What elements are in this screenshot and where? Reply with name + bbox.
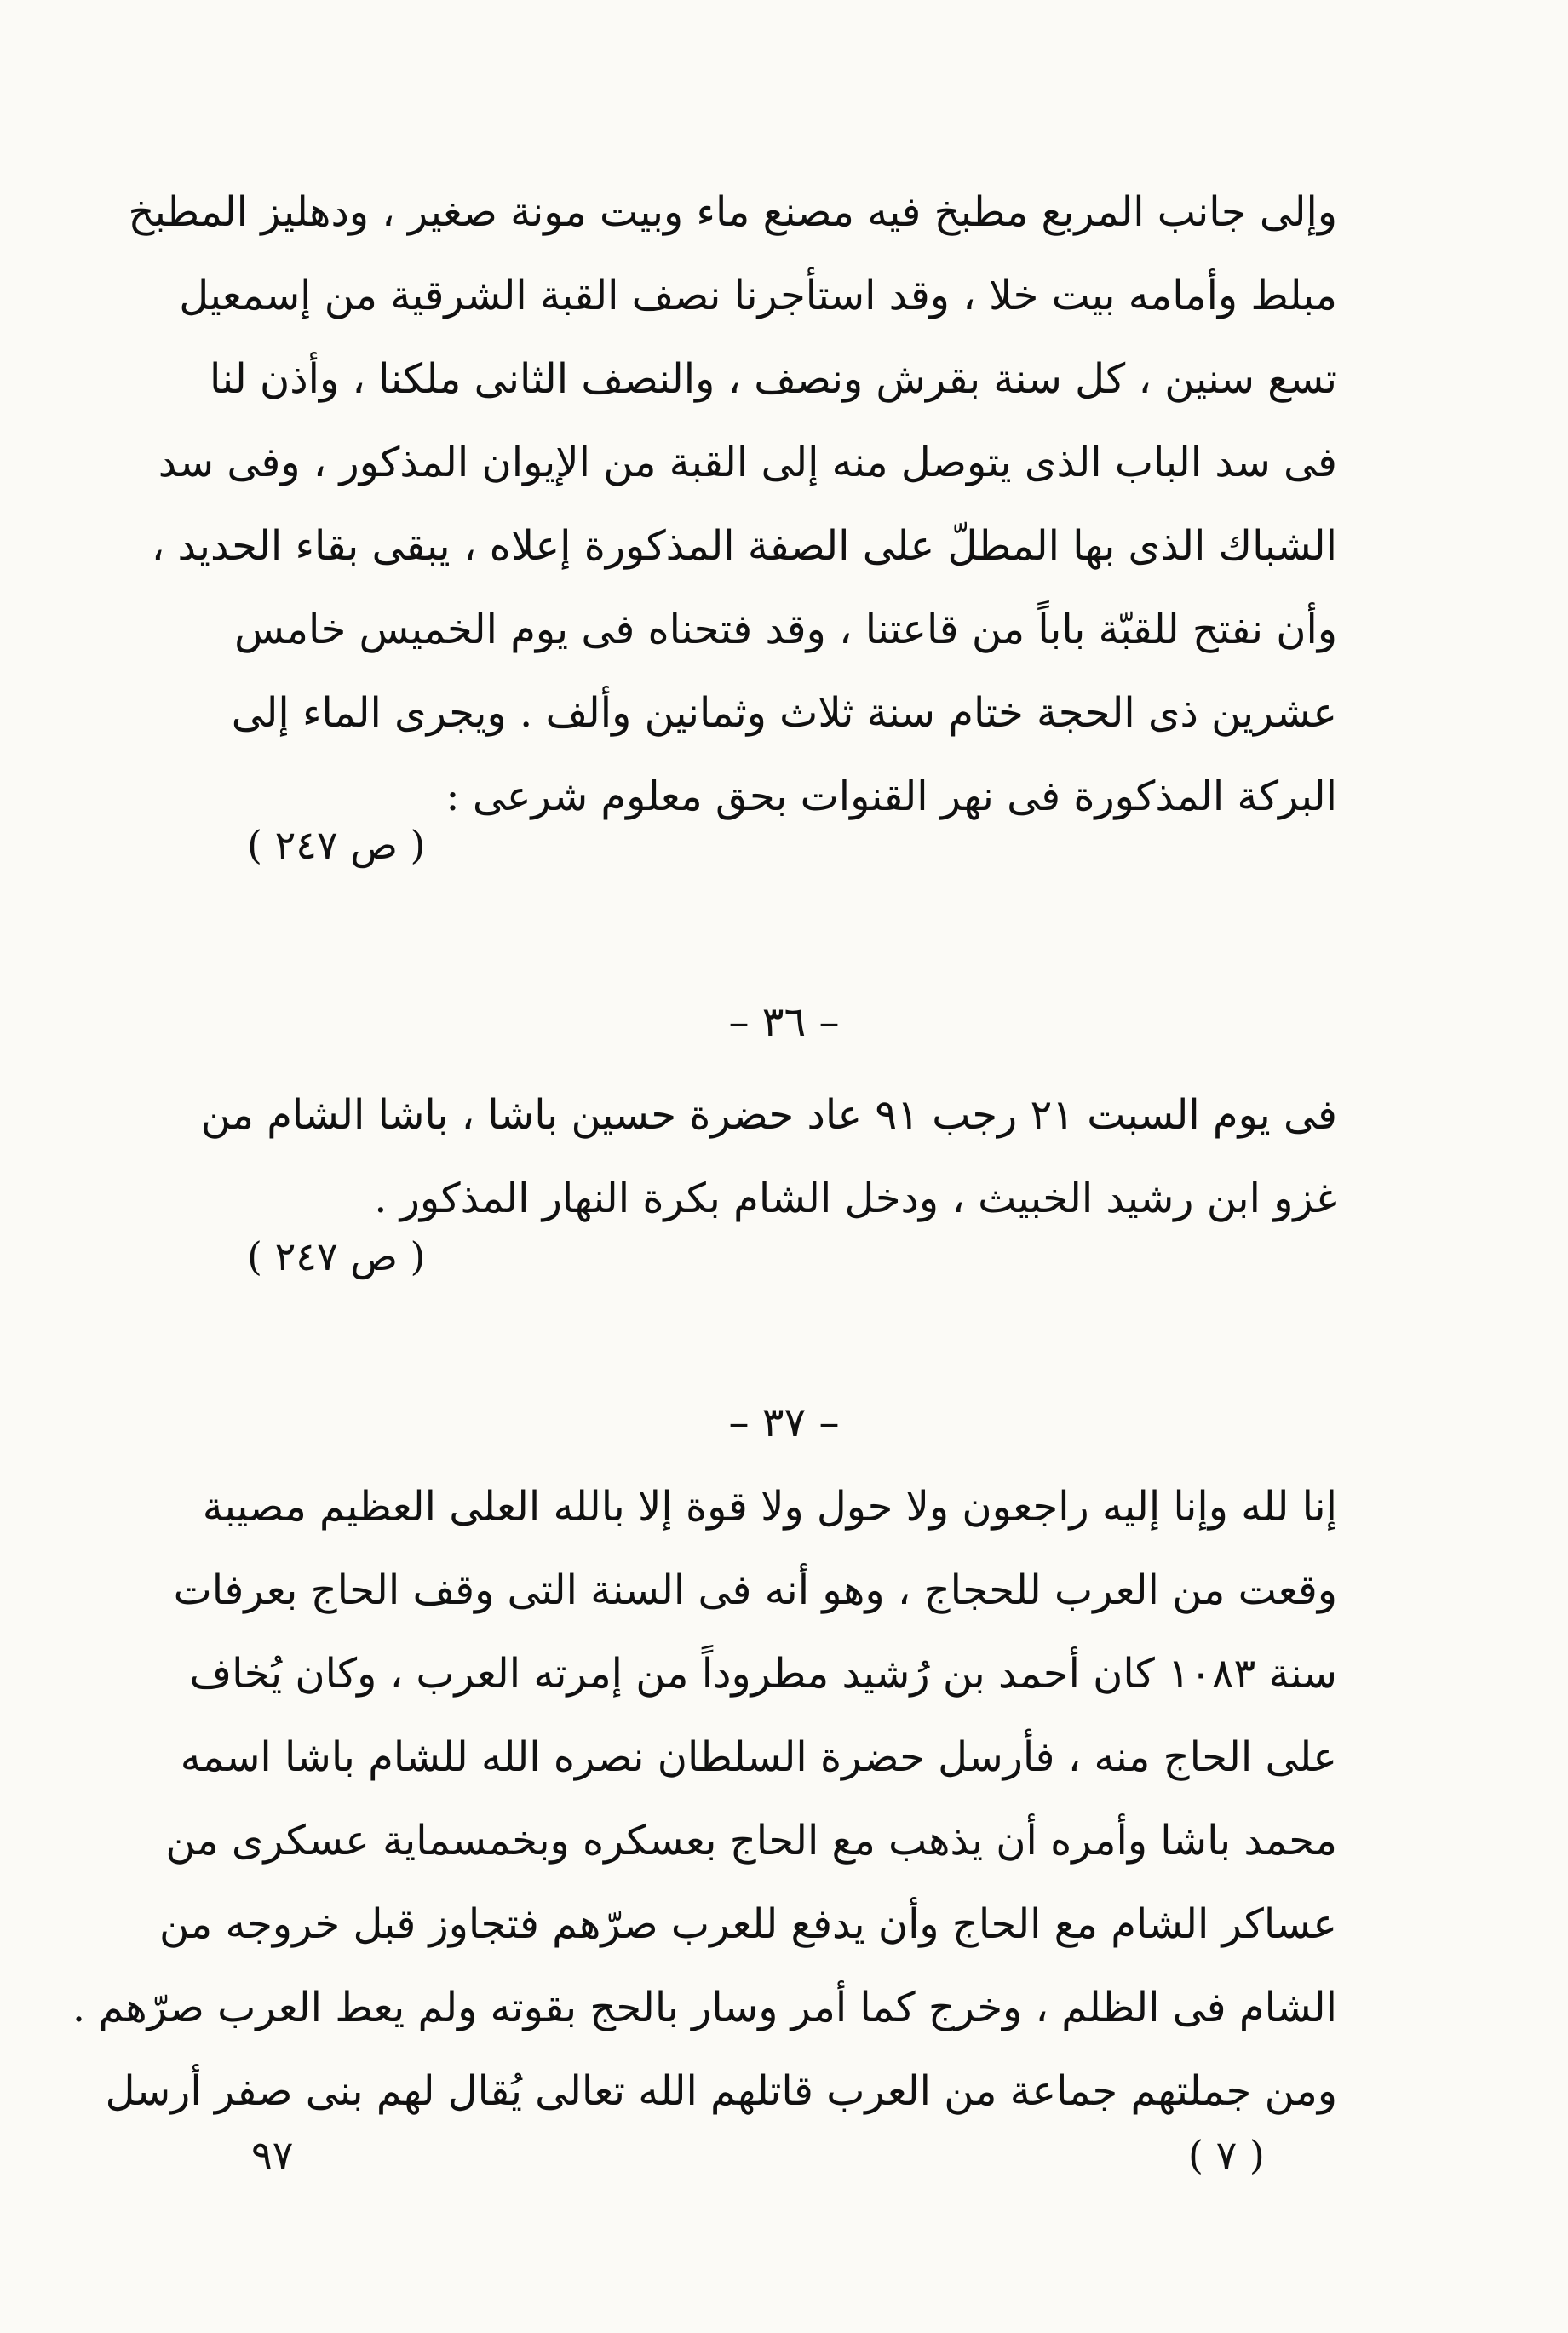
- section-number: – ٣٦ –: [728, 998, 840, 1046]
- text-line: على الحاج منه ، فأرسل حضرة السلطان نصره الله للشام باشا اسمه: [180, 1733, 1337, 1781]
- text-line: وإلى جانب المربع مطبخ فيه مصنع ماء وبيت مونة صغير ، ودهليز المطبخ: [128, 188, 1337, 236]
- text-line: وقعت من العرب للحجاج ، وهو أنه فى السنة التى وقف الحاج بعرفات: [173, 1566, 1337, 1614]
- text-line: ومن جملتهم جماعة من العرب قاتلهم الله تعالى يُقال لهم بنى صفر أرسل: [105, 2067, 1337, 2115]
- page-reference: ( ص ٢٤٧ ): [247, 1233, 426, 1279]
- text-line: عساكر الشام مع الحاج وأن يدفع للعرب صرّهم فتجاوز قبل خروجه من: [158, 1900, 1337, 1948]
- section-37-text: [72, 1465, 1337, 2133]
- page-reference: ( ص ٢٤٧ ): [247, 822, 426, 868]
- text-line: تسع سنين ، كل سنة بقرش ونصف ، والنصف الثانى ملكنا ، وأذن لنا: [210, 355, 1337, 403]
- section-number: – ٣٧ –: [728, 1399, 840, 1446]
- signature-mark: ( ٧ ): [1188, 2132, 1265, 2178]
- section-36-text: [200, 1073, 1337, 1240]
- paragraph-continued: [128, 170, 1337, 838]
- text-line: سنة ١٠٨٣ كان أحمد بن رُشيد مطروداً من إمرته العرب ، وكان يُخاف: [189, 1650, 1337, 1698]
- text-line: الشام فى الظلم ، وخرج كما أمر وسار بالحج بقوته ولم يعط العرب صرّهم .: [72, 1984, 1337, 2031]
- text-line: غزو ابن رشيد الخبيث ، ودخل الشام بكرة النهار المذكور .: [374, 1175, 1337, 1222]
- text-line: فى سد الباب الذى يتوصل منه إلى القبة من الإيوان المذكور ، وفى سد: [158, 439, 1337, 486]
- text-line: البركة المذكورة فى نهر القنوات بحق معلوم شرعى :: [445, 773, 1337, 820]
- page-number: ٩٧: [251, 2132, 294, 2178]
- text-line: وأن نفتح للقبّة باباً من قاعتنا ، وقد فتحناه فى يوم الخميس خامس: [234, 606, 1337, 653]
- text-line: محمد باشا وأمره أن يذهب مع الحاج بعسكره وبخمسماية عسكرى من: [165, 1817, 1337, 1865]
- text-line: الشباك الذى بها المطلّ على الصفة المذكورة إعلاه ، يبقى بقاء الحديد ،: [151, 522, 1337, 570]
- text-line: إنا لله وإنا إليه راجعون ولا حول ولا قوة إلا بالله العلى العظيم مصيبة: [202, 1483, 1337, 1531]
- text-line: مبلط وأمامه بيت خلا ، وقد استأجرنا نصف القبة الشرقية من إسمعيل: [179, 272, 1337, 319]
- text-line: عشرين ذى الحجة ختام سنة ثلاث وثمانين وألف . ويجرى الماء إلى: [231, 689, 1337, 737]
- text-line: فى يوم السبت ٢١ رجب ٩١ عاد حضرة حسين باشا ، باشا الشام من: [200, 1091, 1337, 1139]
